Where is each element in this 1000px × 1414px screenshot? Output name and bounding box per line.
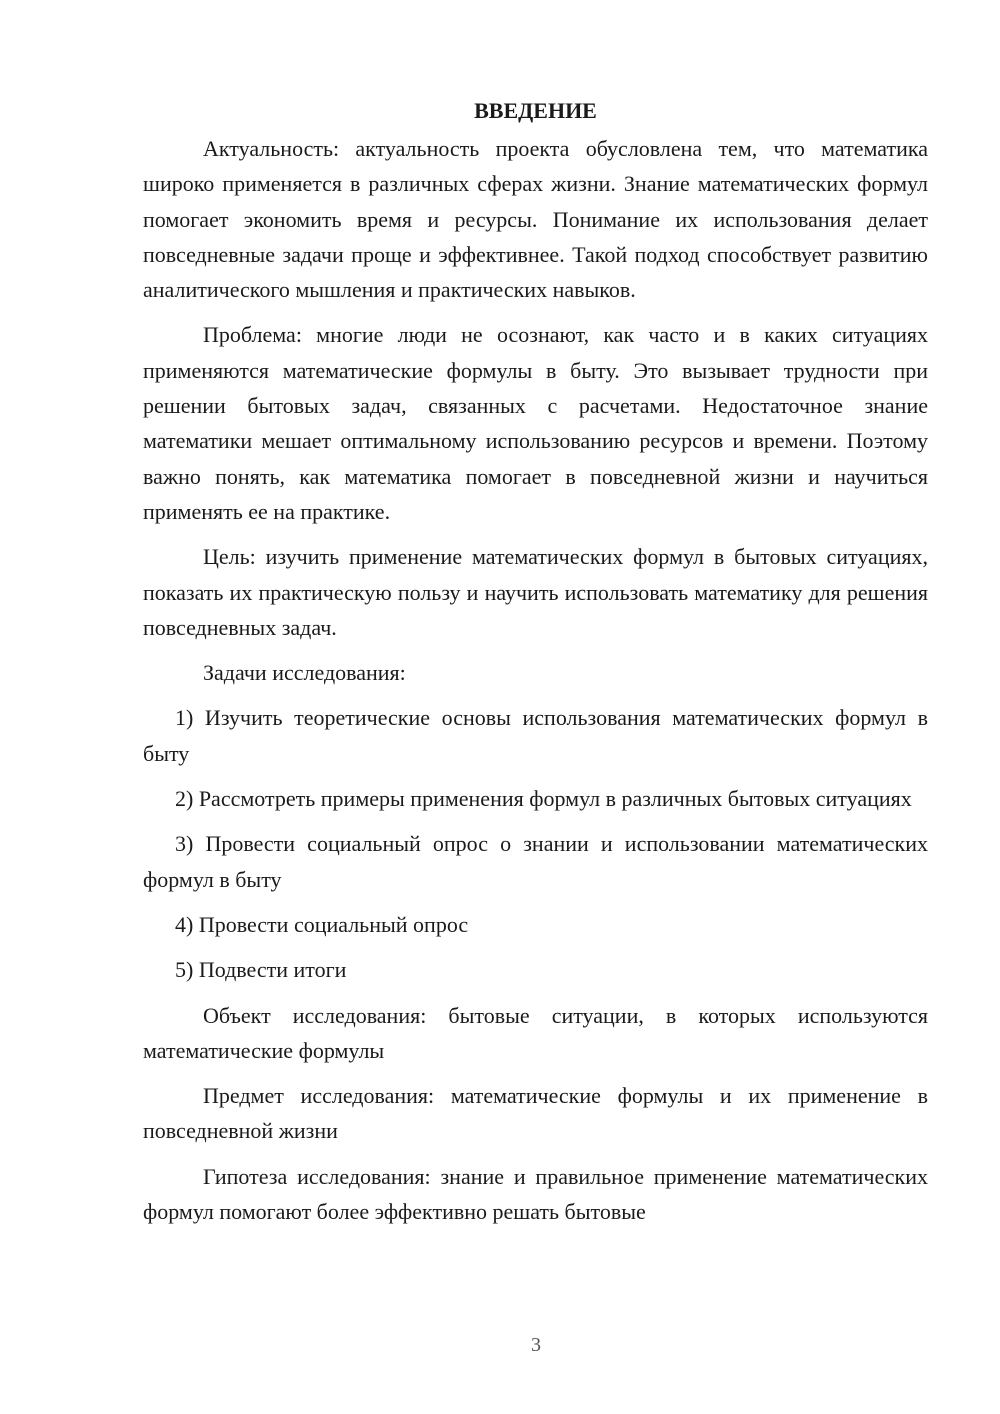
paragraph-problem: Проблема: многие люди не осознают, как часто и в каких ситуациях применяются математические формулы в быту. Это вызывает трудности при решении бытовых задач, связанных с расчетами. Недостаточное знание математики мешает оптимальному использованию ресурсов и времени. Поэтому важно понять, как математика помогает в повседневной жизни и научиться применять ее на практике. — [143, 322, 928, 524]
paragraph-subject: Предмет исследования: математические формулы и их применение в повседневной жизни — [143, 1083, 928, 1144]
task-item-3: 3) Провести социальный опрос о знании и использовании математических формул в быту — [143, 831, 928, 892]
paragraph-object: Объект исследования: бытовые ситуации, в которых используются математические формулы — [143, 1002, 928, 1063]
task-item-5: 5) Подвести итоги — [175, 957, 347, 983]
page-number: 3 — [531, 1334, 541, 1356]
task-item-4: 4) Провести социальный опрос — [175, 911, 469, 937]
task-item-1: 1) Изучить теоретические основы использования математических формул в быту — [143, 705, 928, 766]
section-heading: ВВЕДЕНИЕ — [474, 98, 597, 123]
paragraph-goal: Цель: изучить применение математических формул в бытовых ситуациях, показать их практическую пользу и научить использовать математику для решения повседневных задач. — [143, 544, 928, 640]
paragraph-relevance: Актуальность: актуальность проекта обусловлена тем, что математика широко применяется в различных сферах жизни. Знание математических формул помогает экономить время и ресурсы. Понимание их использования делает повседневные задачи проще и эффективнее. Такой подход способствует развитию аналитического мышления и практических навыков. — [143, 136, 928, 303]
document-page — [143, 95, 928, 1229]
task-item-2: 2) Рассмотреть примеры применения формул в различных бытовых ситуациях — [175, 786, 912, 812]
paragraph-hypothesis: Гипотеза исследования: знание и правильное применение математических формул помогают более эффективно решать бытовые — [143, 1163, 928, 1225]
tasks-heading: Задачи исследования: — [203, 660, 406, 686]
